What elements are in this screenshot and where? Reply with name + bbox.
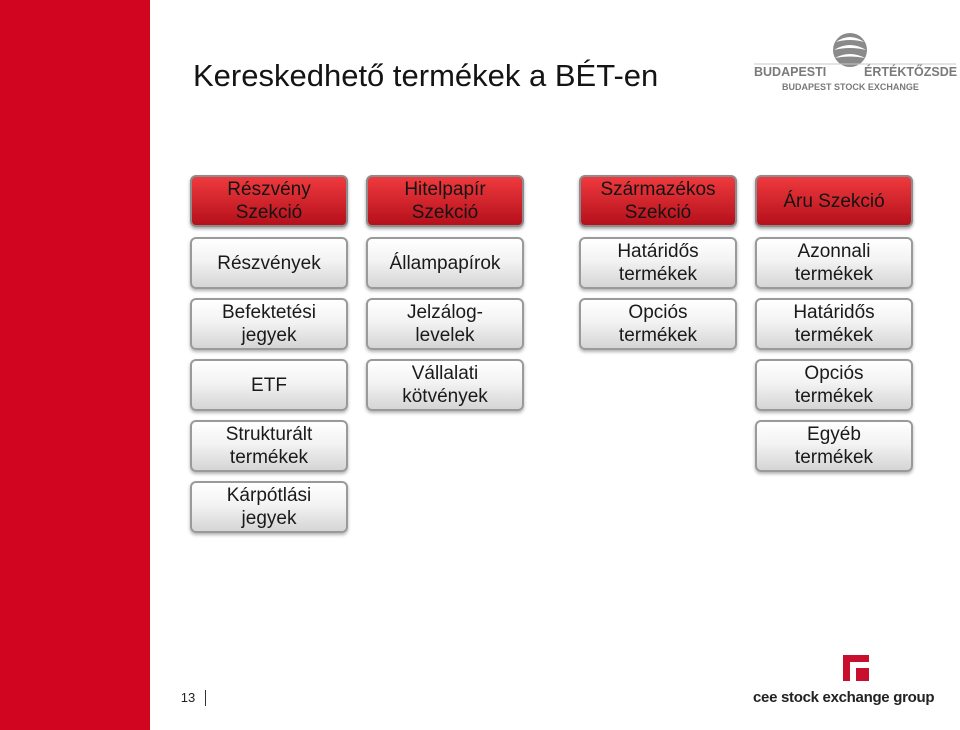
bse-globe-icon: [833, 33, 867, 67]
budapest-stock-exchange-logo: [752, 28, 958, 96]
section-header-szarmazekos: Származékos Szekció: [579, 175, 737, 227]
product-tile-opcios-termekek: Opciós termékek: [579, 298, 737, 350]
bse-logo-text-right: ÉRTÉKTŐZSDE: [864, 65, 958, 79]
product-tile-aru-hataridos-termekek: Határidős termékek: [755, 298, 913, 350]
product-tile-allampapirok: Állampapírok: [366, 237, 524, 289]
bse-logo-subtext: BUDAPEST STOCK EXCHANGE: [782, 82, 919, 92]
product-tile-reszvenyek: Részvények: [190, 237, 348, 289]
section-header-hitelpapir: Hitelpapír Szekció: [366, 175, 524, 227]
product-tile-strukturalt-termekek: Strukturált termékek: [190, 420, 348, 472]
product-tile-azonnali-termekek: Azonnali termékek: [755, 237, 913, 289]
product-tile-befektetesi-jegyek: Befektetési jegyek: [190, 298, 348, 350]
section-header-aru: Áru Szekció: [755, 175, 913, 227]
left-red-bar: [0, 0, 150, 730]
cee-logo-icon: [843, 655, 869, 681]
product-tile-hataridos-termekek: Határidős termékek: [579, 237, 737, 289]
slide-title: Kereskedhető termékek a BÉT-en: [193, 58, 659, 93]
product-tile-etf: ETF: [190, 359, 348, 411]
product-tile-vallalati-kotvenyek: Vállalati kötvények: [366, 359, 524, 411]
product-tile-egyeb-termekek: Egyéb termékek: [755, 420, 913, 472]
product-tile-karpotlasi-jegyek: Kárpótlási jegyek: [190, 481, 348, 533]
bse-logo-text-left: BUDAPESTI: [754, 65, 827, 79]
cee-logo-text: cee stock exchange group: [753, 689, 935, 706]
page-number: 13: [171, 690, 206, 706]
product-tile-aru-opcios-termekek: Opciós termékek: [755, 359, 913, 411]
product-tile-jelzaloglevelek: Jelzálog- levelek: [366, 298, 524, 350]
section-header-reszveny: Részvény Szekció: [190, 175, 348, 227]
